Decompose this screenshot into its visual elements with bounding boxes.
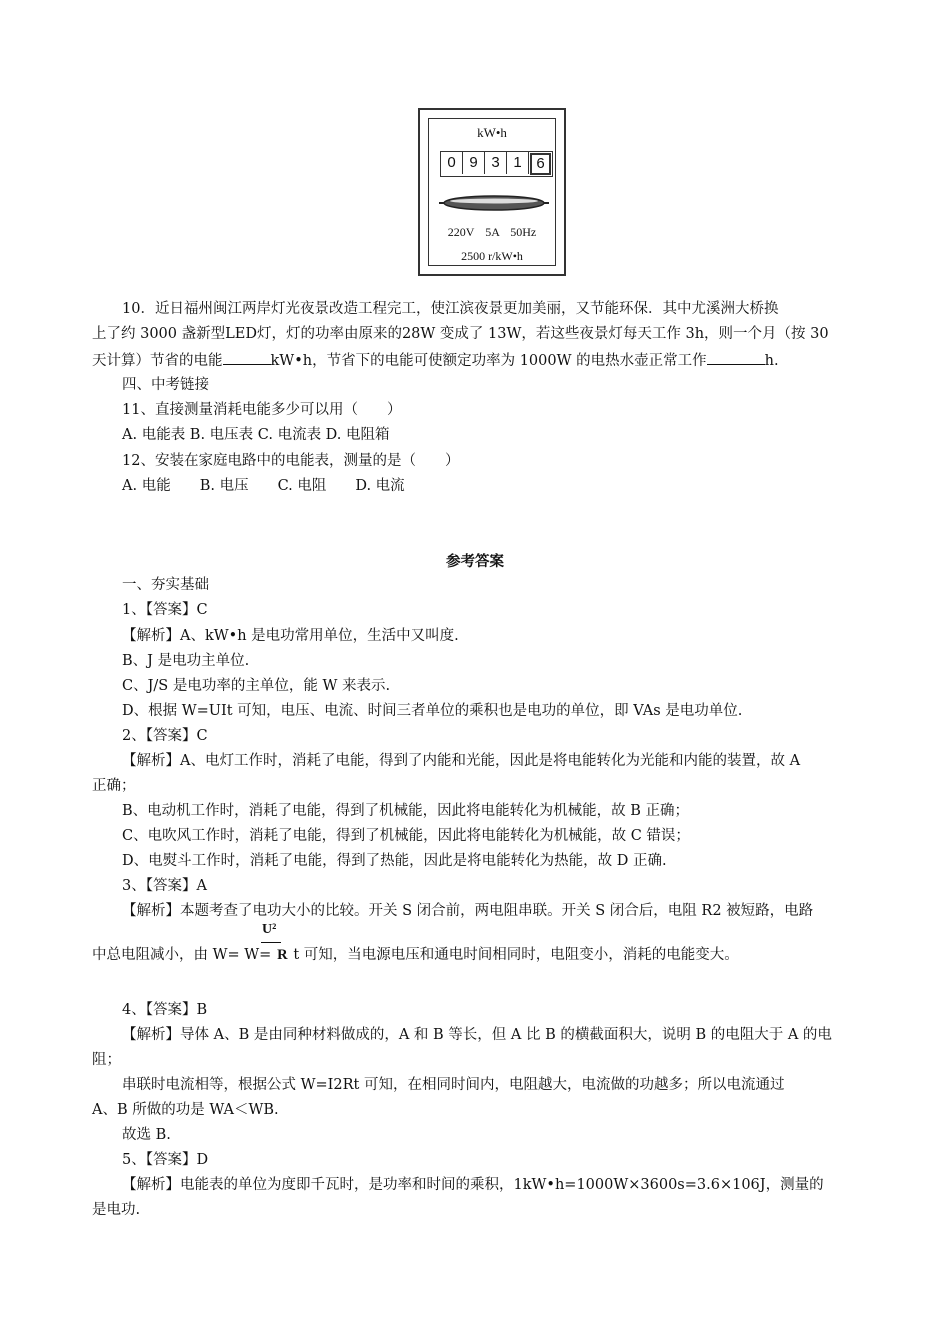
answer-5-explanation: 【解析】电能表的单位为度即千瓦时，是功率和时间的乘积，1kW•h=1000W×3600s=3.6×106J，测量的 <box>122 1177 824 1193</box>
formula-numerator: U² <box>262 922 277 937</box>
meter-digit-display <box>440 151 553 177</box>
answer-3-explanation: 【解析】本题考查了电功大小的比较。开关 S 闭合前，两电阻串联。开关 S 闭合后，电阻 R2 被短路，电路 <box>122 903 814 919</box>
answer-3: 3、【答案】A <box>122 878 207 894</box>
electric-meter-figure <box>418 108 566 276</box>
formula-denominator: R <box>277 947 288 963</box>
answer-2-explanation: C、电吹风工作时，消耗了电能，得到了机械能，因此将电能转化为机械能，故 C 错误； <box>122 828 690 844</box>
answers-section-heading: 一、夯实基础 <box>122 577 209 593</box>
meter-revolutions-label: 2500 r/kW•h <box>461 249 523 263</box>
answer-blank-2[interactable] <box>707 350 765 365</box>
answer-4-explanation: 【解析】导体 A、B 是由同种材料做成的，A 和 B 等长，但 A 比 B 的横截面积大，说明 B 的电阻大于 A 的电 <box>122 1027 832 1043</box>
question-10-text: 天计算）节省的电能 <box>92 353 223 369</box>
meter-digit: 1 <box>507 152 529 174</box>
answer-4-conclusion: 故选 B. <box>122 1127 171 1143</box>
question-10-text: kW•h，节省下的电能可使额定功率为 1000W 的电热水壶正常工作 <box>270 353 707 369</box>
answer-1-explanation: D、根据 W=UIt 可知，电压、电流、时间三者单位的乘积也是电功的单位，即 VAs 是电功单位. <box>122 703 743 719</box>
answer-blank-1[interactable] <box>223 350 271 365</box>
answer-2-explanation: D、电熨斗工作时，消耗了电能，得到了热能，因此是将电能转化为热能，故 D 正确. <box>122 853 667 869</box>
answer-3-text: t 可知，当电源电压和通电时间相同时，电阻变小，消耗的电能变大。 <box>293 947 739 963</box>
answer-1-explanation: 【解析】A、kW•h 是电功常用单位，生活中又叫度. <box>122 628 459 644</box>
answer-1-explanation: B、J 是电功主单位. <box>122 653 250 669</box>
answer-5: 5、【答案】D <box>122 1152 209 1168</box>
answer-4-explanation: 串联时电流相等，根据公式 W=I2Rt 可知，在相同时间内，电阻越大，电流做的功越多；所以电流通过 <box>122 1077 785 1093</box>
question-10-text: h. <box>764 353 779 369</box>
meter-digit: 3 <box>485 152 507 174</box>
answer-4-explanation: A、B 所做的功是 WA＜WB. <box>92 1102 279 1118</box>
section-heading: 四、中考链接 <box>122 377 209 393</box>
question-10-line-2: 上了约 3000 盏新型LED灯，灯的功率由原来的28W 变成了 13W，若这些夜景灯每天工作 3h，则一个月（按 30 <box>92 326 829 342</box>
meter-unit-label: kW•h <box>477 125 507 140</box>
meter-rotating-disc-icon <box>437 189 551 217</box>
answer-2-explanation: 正确； <box>92 778 136 794</box>
answer-2-explanation: 【解析】A、电灯工作时，消耗了电能，得到了内能和光能，因此是将电能转化为光能和内能的装置，故 A <box>122 753 801 769</box>
question-12-stem: 12、安装在家庭电路中的电能表，测量的是（ ） <box>122 453 460 469</box>
answer-4: 4、【答案】B <box>122 1002 208 1018</box>
answer-5-explanation: 是电功. <box>92 1202 141 1218</box>
question-12-options: A. 电能 B. 电压 C. 电阻 D. 电流 <box>122 478 405 494</box>
answer-4-explanation: 阻； <box>92 1052 121 1068</box>
meter-digit: 9 <box>463 152 485 174</box>
question-10-line-3 <box>92 350 779 371</box>
answer-1: 1、【答案】C <box>122 602 208 618</box>
question-11-options: A. 电能表 B. 电压表 C. 电流表 D. 电阻箱 <box>122 427 390 443</box>
meter-panel <box>428 118 556 266</box>
answer-1-explanation: C、J/S 是电功率的主单位，能 W 来表示. <box>122 678 391 694</box>
meter-digit: 0 <box>441 152 463 174</box>
answer-2: 2、【答案】C <box>122 728 208 744</box>
meter-spec-label: 220V 5A 50Hz <box>447 225 537 239</box>
answer-3-text: 中总电阻减小，由 W= W= <box>92 947 272 963</box>
answer-3-explanation <box>92 945 739 965</box>
question-10-line-1: 10．近日福州闽江两岸灯光夜景改造工程完工，使江滨夜景更加美丽，又节能环保．其中尤溪洲大桥换 <box>122 301 779 317</box>
answer-2-explanation: B、电动机工作时，消耗了电能，得到了机械能，因此将电能转化为机械能，故 B 正确； <box>122 803 690 819</box>
meter-digit-decimal: 6 <box>530 153 551 175</box>
question-11-stem: 11、直接测量消耗电能多少可以用（ ） <box>122 402 402 418</box>
fraction-bar <box>261 942 281 943</box>
answers-title: 参考答案 <box>446 553 504 570</box>
